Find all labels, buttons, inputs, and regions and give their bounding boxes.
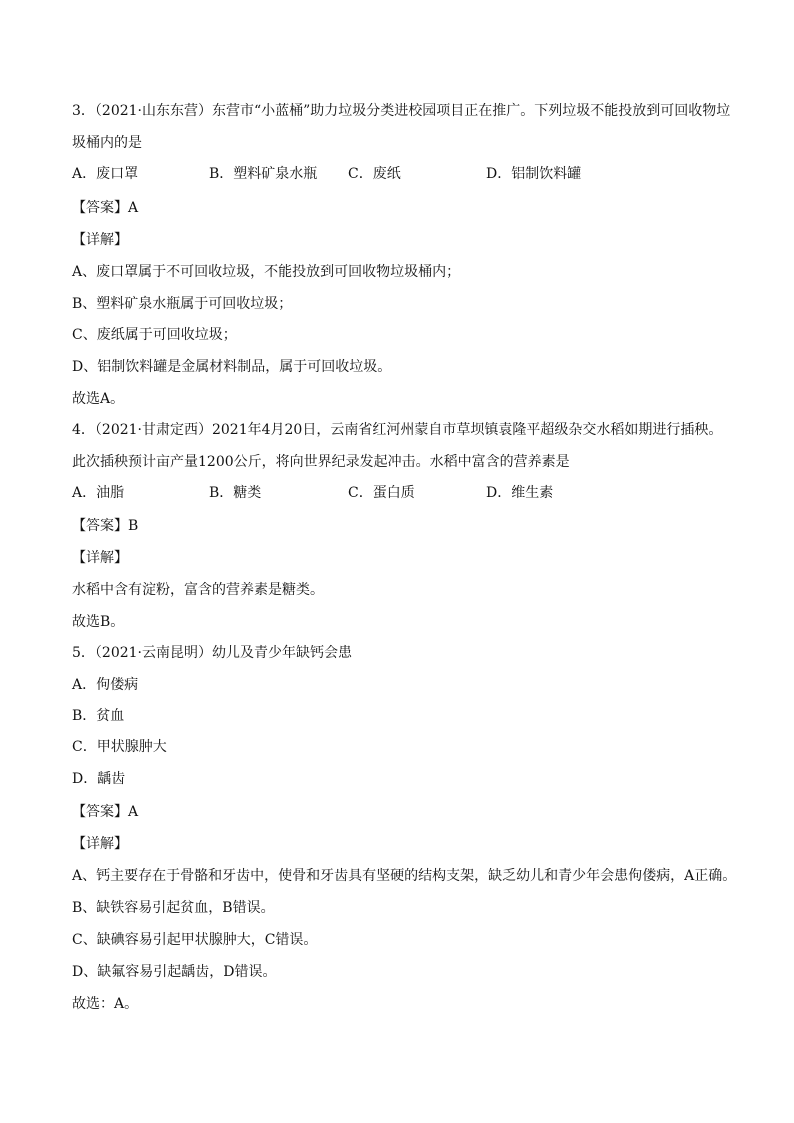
question-3-option-a: A．废口罩 bbox=[72, 166, 139, 182]
question-4-detail-label: 【详解】 bbox=[72, 550, 128, 566]
question-4-option-b: B．糖类 bbox=[209, 485, 262, 501]
question-5-answer: 【答案】A bbox=[72, 804, 139, 820]
question-3-option-c: C．废纸 bbox=[348, 166, 401, 182]
question-3-detail-line: D、铝制饮料罐是金属材料制品，属于可回收垃圾。 bbox=[72, 359, 392, 375]
question-5-detail-line: D、缺氟容易引起龋齿，D错误。 bbox=[72, 964, 277, 980]
question-4-stem-line-1: 4．（2021·甘肃定西）2021年4月20日，云南省红河州蒙自市草坝镇袁隆平超级杂交水稻如期进行插秧。 bbox=[72, 422, 723, 438]
question-5-stem: 5．（2021·云南昆明）幼儿及青少年缺钙会患 bbox=[72, 645, 352, 661]
question-3-detail-line: C、废纸属于可回收垃圾； bbox=[72, 327, 237, 343]
question-5-detail-line: B、缺铁容易引起贫血，B错误。 bbox=[72, 900, 275, 916]
question-3-detail-line: A、废口罩属于不可回收垃圾，不能投放到可回收物垃圾桶内； bbox=[72, 264, 461, 280]
question-5-detail-line: C、缺碘容易引起甲状腺肿大，C错误。 bbox=[72, 932, 318, 948]
question-4-option-d: D．维生素 bbox=[486, 485, 554, 501]
question-5-option-a: A．佝偻病 bbox=[72, 677, 139, 693]
question-5-conclusion: 故选：A。 bbox=[72, 996, 139, 1012]
question-4-answer: 【答案】B bbox=[72, 518, 139, 534]
question-3-options bbox=[72, 165, 754, 183]
question-3-stem-line-2: 圾桶内的是 bbox=[72, 135, 142, 151]
question-3-detail-line: B、塑料矿泉水瓶属于可回收垃圾； bbox=[72, 296, 293, 312]
question-3-stem-line-1: 3．（2021·山东东营）东营市“小蓝桶”助力垃圾分类进校园项目正在推广。下列垃圾不能投放到可回收物垃 bbox=[72, 103, 731, 119]
question-3-detail-label: 【详解】 bbox=[72, 232, 128, 248]
question-5-option-c: C．甲状腺肿大 bbox=[72, 739, 167, 755]
question-5-detail-line: A、钙主要存在于骨骼和牙齿中，使骨和牙齿具有坚硬的结构支架，缺乏幼儿和青少年会患佝偻病，A正确。 bbox=[72, 868, 737, 884]
question-4-stem-line-2: 此次插秧预计亩产量1200公斤，将向世界纪录发起冲击。水稻中富含的营养素是 bbox=[72, 454, 570, 470]
question-4-option-a: A．油脂 bbox=[72, 485, 125, 501]
question-4-option-c: C．蛋白质 bbox=[348, 485, 415, 501]
question-4-options bbox=[72, 484, 754, 502]
question-4-detail-line: 水稻中含有淀粉，富含的营养素是糖类。 bbox=[72, 582, 324, 598]
question-5-option-d: D．龋齿 bbox=[72, 771, 126, 787]
question-3-conclusion: 故选A。 bbox=[72, 391, 125, 407]
question-5-option-b: B．贫血 bbox=[72, 708, 125, 724]
question-5-detail-label: 【详解】 bbox=[72, 836, 128, 852]
question-3-answer: 【答案】A bbox=[72, 200, 139, 216]
question-3-option-b: B．塑料矿泉水瓶 bbox=[209, 166, 318, 182]
question-4-conclusion: 故选B。 bbox=[72, 614, 125, 630]
question-3-option-d: D．铝制饮料罐 bbox=[486, 166, 582, 182]
